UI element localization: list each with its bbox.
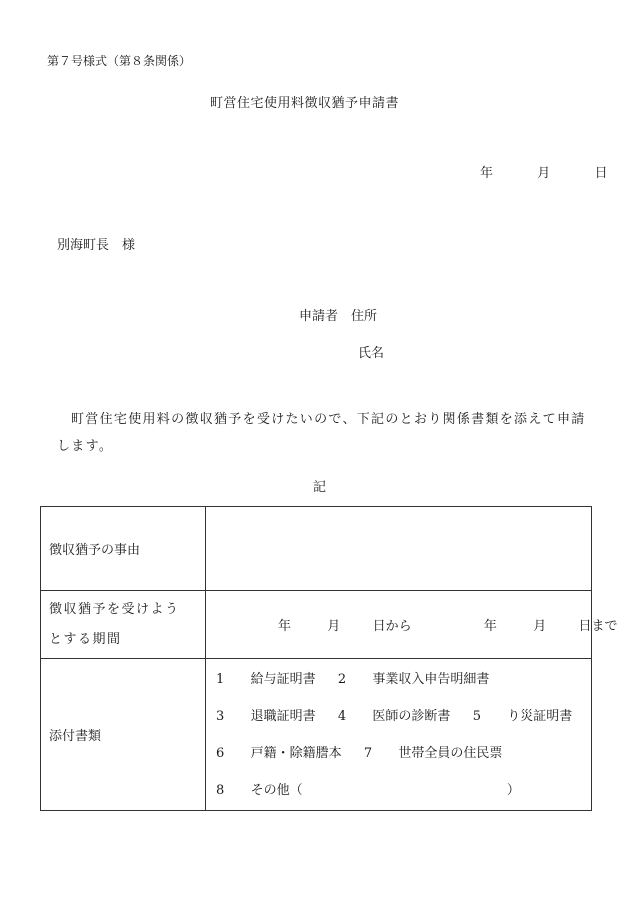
attachments-row <box>41 659 592 811</box>
reason-field[interactable] <box>206 507 592 591</box>
attachment-item[interactable]: 医師の診断書 <box>372 708 451 724</box>
period-label <box>41 591 206 659</box>
attachment-number: 8 <box>216 782 225 798</box>
body-text: 町営住宅使用料の徴収猶予を受けたいので、下記のとおり関係書類を添えて申請します。 <box>57 412 586 454</box>
attachment-item[interactable]: 戸籍・除籍謄本 <box>250 745 342 761</box>
attachment-number: 6 <box>216 745 225 761</box>
attachment-other-label[interactable]: その他（ <box>250 782 303 798</box>
attachment-line <box>216 735 591 772</box>
period-from-year: 年 <box>278 619 292 634</box>
attachment-number: 5 <box>472 708 481 724</box>
period-to-month: 月 <box>533 619 547 634</box>
date-month: 月 <box>537 166 551 181</box>
date-day: 日 <box>594 166 608 181</box>
document-title: 町営住宅使用料徴収猶予申請書 <box>210 96 400 111</box>
reason-label: 徴収猶予の事由 <box>41 507 206 591</box>
period-label-line-2: とする期間 <box>49 631 122 647</box>
form-number: 第７号様式（第８条関係） <box>47 54 192 68</box>
attachment-item[interactable]: 事業収入申告明細書 <box>372 671 490 687</box>
period-to-year: 年 <box>483 619 497 634</box>
period-field[interactable] <box>206 591 618 659</box>
attachment-number: 7 <box>363 745 373 761</box>
period-from-month: 月 <box>327 619 341 634</box>
attachment-item[interactable]: 給与証明書 <box>250 671 316 687</box>
reason-row <box>41 507 592 591</box>
date-line <box>480 162 608 181</box>
attachment-line <box>216 698 591 735</box>
attachment-line <box>216 772 591 809</box>
period-from-day: 日から <box>372 619 412 634</box>
period-to-day: 日まで <box>578 619 618 634</box>
attachment-number: 3 <box>216 708 225 724</box>
attachment-item[interactable]: 退職証明書 <box>250 708 316 724</box>
attachment-number: 4 <box>337 708 347 724</box>
period-label-line-1: 徴収猶予を受けよう <box>49 601 180 617</box>
period-row <box>41 591 592 659</box>
applicant-name-label: 氏名 <box>358 346 385 361</box>
addressee: 別海町長 様 <box>57 238 136 253</box>
attachment-line <box>216 661 591 698</box>
attachment-number: 1 <box>216 671 225 687</box>
note-mark: 記 <box>313 480 327 495</box>
attachment-other-close: ） <box>506 782 520 798</box>
attachment-number: 2 <box>337 671 347 687</box>
attachments-label: 添付書類 <box>41 659 206 811</box>
date-year: 年 <box>480 166 494 181</box>
attachment-item[interactable]: 世帯全員の住民票 <box>398 745 503 761</box>
attachments-list <box>206 659 592 811</box>
applicant-address-label: 申請者 住所 <box>299 309 378 324</box>
application-table <box>40 506 618 811</box>
attachment-item[interactable]: り災証明書 <box>507 708 573 724</box>
